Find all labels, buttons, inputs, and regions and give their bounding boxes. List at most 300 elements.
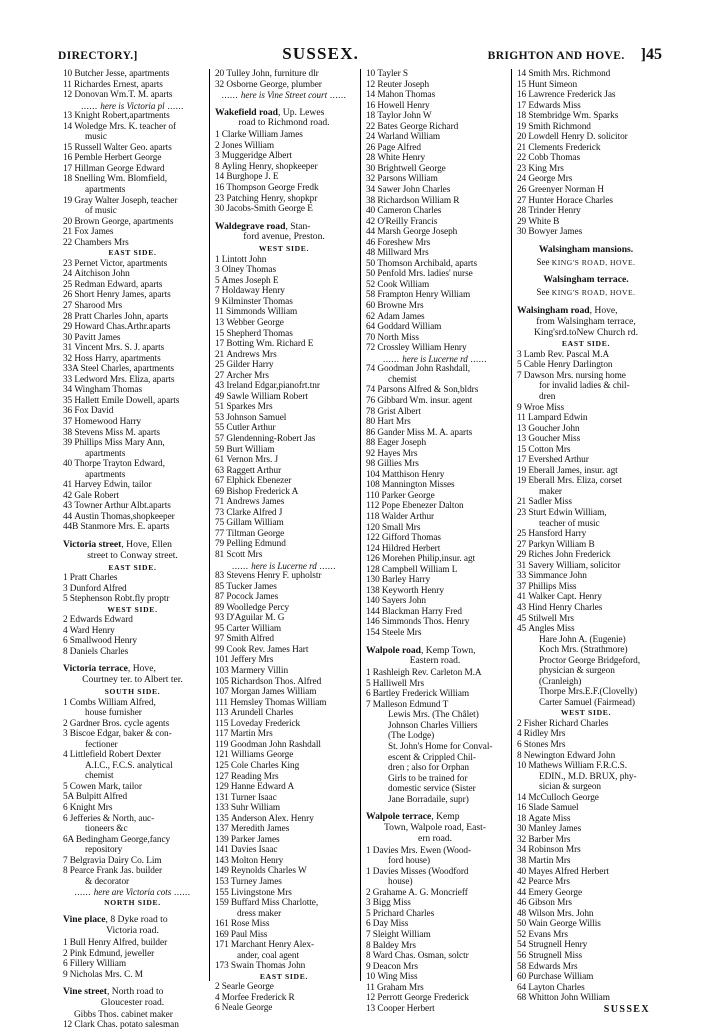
directory-entry[interactable] (215, 360, 353, 371)
directory-entry[interactable] (517, 550, 655, 561)
entry-number: 45 (517, 624, 529, 635)
xref-text: here are Victoria cots (93, 887, 172, 898)
directory-entry[interactable] (366, 575, 504, 586)
directory-entry[interactable] (366, 269, 504, 280)
directory-entry[interactable] (63, 480, 202, 491)
directory-entry[interactable] (63, 217, 202, 228)
directory-entry[interactable] (215, 339, 353, 350)
directory-entry[interactable] (366, 993, 504, 1004)
directory-entry[interactable] (63, 501, 202, 512)
directory-entry[interactable] (63, 949, 202, 960)
directory-entry[interactable] (517, 360, 655, 371)
directory-entry[interactable] (215, 919, 353, 930)
directory-entry[interactable] (215, 677, 353, 688)
directory-entry[interactable] (215, 687, 353, 698)
directory-entry[interactable] (366, 898, 504, 909)
directory-entry[interactable] (517, 614, 655, 625)
directory-entry[interactable] (63, 438, 202, 449)
directory-entry[interactable] (366, 888, 504, 899)
directory-entry[interactable] (517, 845, 655, 856)
directory-entry[interactable] (215, 634, 353, 645)
directory-entry[interactable] (517, 803, 655, 814)
directory-entry[interactable] (366, 227, 504, 238)
directory-entry[interactable] (517, 122, 655, 133)
directory-entry[interactable] (63, 615, 202, 626)
directory-entry[interactable] (517, 508, 655, 519)
directory-entry[interactable] (366, 248, 504, 259)
directory-entry[interactable] (366, 909, 504, 920)
directory-entry[interactable] (215, 183, 353, 194)
directory-entry[interactable] (215, 318, 353, 329)
directory-entry[interactable] (517, 930, 655, 941)
directory-entry[interactable] (63, 636, 202, 647)
directory-entry[interactable] (517, 592, 655, 603)
directory-entry[interactable] (215, 1003, 353, 1014)
directory-entry[interactable] (63, 196, 202, 207)
directory-entry[interactable] (517, 993, 655, 1004)
directory-entry[interactable] (366, 1004, 504, 1015)
directory-entry[interactable] (215, 814, 353, 825)
directory-entry[interactable] (215, 824, 353, 835)
entry-number: 43 (215, 381, 227, 392)
directory-entry[interactable] (366, 544, 504, 555)
directory-entry[interactable] (63, 143, 202, 154)
directory-entry[interactable] (63, 792, 202, 803)
directory-entry[interactable] (215, 172, 353, 183)
directory-entry[interactable] (366, 480, 504, 491)
directory-entry[interactable] (63, 80, 202, 91)
directory-entry[interactable] (366, 523, 504, 534)
directory-entry[interactable] (517, 111, 655, 122)
directory-entry[interactable] (517, 455, 655, 466)
directory-entry[interactable] (215, 329, 353, 340)
directory-entry[interactable] (517, 909, 655, 920)
directory-entry[interactable] (215, 740, 353, 751)
directory-entry[interactable] (63, 122, 202, 133)
directory-entry[interactable] (63, 269, 202, 280)
directory-entry[interactable] (63, 153, 202, 164)
directory-entry[interactable] (517, 582, 655, 593)
directory-entry[interactable] (63, 584, 202, 595)
directory-entry[interactable] (366, 628, 504, 639)
directory-entry[interactable] (63, 803, 202, 814)
directory-entry[interactable] (215, 151, 353, 162)
directory-entry[interactable] (366, 280, 504, 291)
directory-entry[interactable] (366, 972, 504, 983)
directory-entry[interactable] (63, 164, 202, 175)
directory-entry[interactable] (366, 343, 504, 354)
directory-entry[interactable] (366, 259, 504, 270)
directory-entry[interactable] (63, 428, 202, 439)
directory-entry[interactable] (63, 238, 202, 249)
directory-entry[interactable] (63, 174, 202, 185)
directory-entry[interactable] (517, 867, 655, 878)
directory-entry[interactable] (366, 596, 504, 607)
directory-entry[interactable] (366, 333, 504, 344)
see-reference[interactable] (517, 287, 655, 299)
directory-entry[interactable] (366, 69, 504, 80)
directory-entry[interactable] (63, 1020, 202, 1031)
directory-entry[interactable] (215, 455, 353, 466)
directory-entry[interactable] (366, 941, 504, 952)
directory-entry[interactable] (63, 333, 202, 344)
directory-entry[interactable] (63, 90, 202, 101)
directory-entry[interactable] (215, 866, 353, 877)
see-reference[interactable] (517, 257, 655, 269)
street-name: Vine place (63, 914, 106, 926)
directory-entry[interactable] (517, 80, 655, 91)
directory-entry[interactable] (215, 782, 353, 793)
directory-entry[interactable] (215, 350, 353, 361)
directory-entry[interactable] (215, 297, 353, 308)
directory-entry[interactable] (517, 877, 655, 888)
entry-number: 6 (63, 813, 70, 824)
directory-entry[interactable] (366, 407, 504, 418)
directory-entry[interactable] (215, 698, 353, 709)
directory-entry[interactable] (517, 793, 655, 804)
directory-entry[interactable] (63, 111, 202, 122)
directory-entry[interactable] (517, 888, 655, 899)
directory-entry[interactable] (63, 814, 202, 825)
directory-entry[interactable] (215, 592, 353, 603)
directory-entry[interactable] (215, 276, 353, 287)
directory-entry[interactable] (63, 1010, 202, 1021)
directory-entry[interactable] (366, 846, 504, 857)
directory-entry[interactable] (63, 227, 202, 238)
directory-entry[interactable] (215, 571, 353, 582)
directory-entry[interactable] (215, 423, 353, 434)
directory-entry[interactable] (517, 101, 655, 112)
entry-number: 83 (215, 571, 227, 582)
directory-entry[interactable] (517, 603, 655, 614)
directory-entry[interactable] (517, 571, 655, 582)
directory-entry[interactable] (215, 719, 353, 730)
directory-entry[interactable] (63, 719, 202, 730)
directory-entry[interactable] (517, 740, 655, 751)
directory-entry[interactable] (517, 824, 655, 835)
directory-entry[interactable] (63, 938, 202, 949)
directory-entry[interactable] (517, 90, 655, 101)
directory-entry[interactable] (215, 845, 353, 856)
directory-entry[interactable] (63, 375, 202, 386)
directory-entry[interactable] (215, 655, 353, 666)
directory-entry[interactable] (215, 392, 353, 403)
directory-entry[interactable] (366, 238, 504, 249)
directory-entry[interactable] (366, 919, 504, 930)
directory-entry[interactable] (63, 322, 202, 333)
directory-entry[interactable] (517, 350, 655, 361)
directory-entry[interactable] (366, 867, 504, 878)
directory-entry[interactable] (366, 396, 504, 407)
directory-entry[interactable] (63, 594, 202, 605)
entry-number: 111 (215, 697, 231, 708)
directory-entry[interactable] (366, 132, 504, 143)
directory-entry[interactable] (517, 940, 655, 951)
directory-entry[interactable] (366, 586, 504, 597)
directory-entry[interactable] (366, 153, 504, 164)
directory-entry[interactable] (517, 624, 655, 635)
directory-entry[interactable] (215, 666, 353, 677)
directory-entry[interactable] (215, 940, 353, 951)
directory-entry[interactable] (366, 206, 504, 217)
directory-entry[interactable] (366, 80, 504, 91)
directory-entry[interactable] (63, 856, 202, 867)
directory-entry[interactable] (366, 689, 504, 700)
directory-entry[interactable] (63, 343, 202, 354)
directory-entry[interactable] (215, 80, 353, 91)
directory-entry[interactable] (517, 185, 655, 196)
directory-entry[interactable] (215, 69, 353, 80)
directory-entry[interactable] (215, 529, 353, 540)
directory-entry[interactable] (517, 143, 655, 154)
directory-entry[interactable] (63, 354, 202, 365)
directory-entry[interactable] (517, 371, 655, 382)
directory-entry[interactable] (215, 508, 353, 519)
directory-entry-continuation: domestic service (Sister (388, 784, 476, 795)
directory-entry[interactable] (366, 607, 504, 618)
directory-entry[interactable] (215, 961, 353, 972)
directory-entry[interactable] (215, 381, 353, 392)
directory-entry[interactable] (215, 286, 353, 297)
directory-entry[interactable] (366, 930, 504, 941)
directory-entry[interactable] (517, 962, 655, 973)
directory-entry[interactable] (366, 217, 504, 228)
entry-name: Edwards Mrs (528, 961, 578, 972)
directory-entry[interactable] (63, 312, 202, 323)
directory-entry[interactable] (517, 445, 655, 456)
directory-entry[interactable] (517, 729, 655, 740)
directory-entry[interactable] (215, 761, 353, 772)
directory-entry[interactable] (215, 550, 353, 561)
directory-entry[interactable] (63, 259, 202, 270)
directory-entry[interactable] (366, 90, 504, 101)
directory-entry[interactable] (215, 613, 353, 624)
directory-entry[interactable] (517, 413, 655, 424)
directory-entry[interactable] (517, 424, 655, 435)
directory-entry[interactable] (215, 371, 353, 382)
directory-entry[interactable] (517, 174, 655, 185)
directory-entry[interactable] (517, 835, 655, 846)
entry-name: Steel Charles, apartments (80, 364, 174, 375)
directory-entry-continuation: apartments (85, 448, 126, 459)
directory-entry[interactable] (517, 814, 655, 825)
directory-entry[interactable] (63, 69, 202, 80)
directory-entry[interactable] (366, 565, 504, 576)
directory-entry[interactable] (366, 501, 504, 512)
directory-entry[interactable] (517, 529, 655, 540)
directory-entry[interactable] (215, 204, 353, 215)
entry-name: Jones William (221, 140, 275, 151)
directory-entry[interactable] (215, 413, 353, 424)
entry-number: 128 (366, 564, 382, 575)
directory-entry[interactable] (366, 174, 504, 185)
directory-entry[interactable] (517, 466, 655, 477)
entry-name: Hillman George Edward (74, 163, 165, 174)
directory-entry[interactable] (215, 434, 353, 445)
directory-entry[interactable] (517, 561, 655, 572)
entry-name: Grist Albert (377, 406, 421, 417)
directory-entry[interactable] (215, 993, 353, 1004)
directory-entry[interactable] (366, 364, 504, 375)
directory-entry[interactable] (366, 449, 504, 460)
directory-entry[interactable] (215, 729, 353, 740)
directory-entry[interactable] (63, 491, 202, 502)
directory-entry[interactable] (366, 185, 504, 196)
directory-entry[interactable] (215, 141, 353, 152)
directory-entry[interactable] (215, 497, 353, 508)
entry-name: Anderson Alex. Henry (230, 813, 314, 824)
directory-entry[interactable] (366, 428, 504, 439)
entry-number: 78 (366, 406, 378, 417)
directory-entry[interactable] (63, 698, 202, 709)
directory-entry[interactable] (215, 518, 353, 529)
directory-entry[interactable] (517, 951, 655, 962)
directory-entry[interactable] (517, 919, 655, 930)
directory-entry[interactable] (63, 750, 202, 761)
directory-entry[interactable] (63, 866, 202, 877)
directory-entry[interactable] (517, 761, 655, 772)
street-name: Vine street (63, 986, 107, 998)
directory-entry[interactable] (215, 539, 353, 550)
directory-entry[interactable] (517, 898, 655, 909)
directory-entry[interactable] (366, 322, 504, 333)
directory-entry[interactable] (215, 877, 353, 888)
directory-entry[interactable] (366, 290, 504, 301)
directory-entry[interactable] (63, 385, 202, 396)
directory-entry[interactable] (517, 206, 655, 217)
directory-entry[interactable] (215, 750, 353, 761)
directory-entry[interactable] (517, 972, 655, 983)
directory-entry[interactable] (63, 835, 202, 846)
directory-entry[interactable] (215, 888, 353, 899)
directory-entry[interactable] (517, 217, 655, 228)
directory-entry[interactable] (517, 153, 655, 164)
directory-entry[interactable] (63, 522, 202, 533)
directory-entry[interactable] (63, 406, 202, 417)
directory-entry[interactable] (215, 466, 353, 477)
directory-entry[interactable] (63, 396, 202, 407)
directory-entry[interactable] (517, 434, 655, 445)
directory-entry[interactable] (517, 196, 655, 207)
directory-entry[interactable] (517, 719, 655, 730)
directory-entry[interactable] (63, 512, 202, 523)
directory-entry[interactable] (517, 476, 655, 487)
directory-entry[interactable] (215, 835, 353, 846)
directory-entry[interactable] (215, 194, 353, 205)
entry-name: Botting Wm. Richard E (226, 339, 314, 350)
directory-entry[interactable] (517, 227, 655, 238)
directory-entry[interactable] (63, 417, 202, 428)
directory-entry[interactable] (517, 856, 655, 867)
directory-entry[interactable] (215, 930, 353, 941)
directory-entry[interactable] (215, 624, 353, 635)
directory-entry[interactable] (366, 983, 504, 994)
directory-entry[interactable] (517, 403, 655, 414)
directory-entry[interactable] (517, 540, 655, 551)
directory-entry[interactable] (517, 497, 655, 508)
directory-entry[interactable] (63, 280, 202, 291)
directory-entry[interactable] (63, 626, 202, 637)
directory-entry[interactable] (366, 385, 504, 396)
directory-entry[interactable] (366, 301, 504, 312)
entry-number: 7 (366, 699, 373, 710)
directory-entry[interactable] (366, 459, 504, 470)
directory-entry[interactable] (215, 603, 353, 614)
directory-entry[interactable] (215, 582, 353, 593)
directory-entry[interactable] (366, 951, 504, 962)
directory-entry[interactable] (215, 793, 353, 804)
directory-entry[interactable] (215, 487, 353, 498)
directory-entry[interactable] (517, 164, 655, 175)
directory-entry[interactable] (366, 679, 504, 690)
directory-entry[interactable] (215, 476, 353, 487)
directory-entry[interactable] (366, 617, 504, 628)
entry-name: Campbell William L (381, 564, 458, 575)
directory-entry[interactable] (366, 512, 504, 523)
directory-entry[interactable] (215, 445, 353, 456)
directory-entry[interactable] (215, 255, 353, 266)
directory-entry[interactable] (366, 111, 504, 122)
directory-entry[interactable] (366, 742, 504, 753)
directory-entry[interactable] (366, 312, 504, 323)
directory-entry[interactable] (517, 132, 655, 143)
directory-entry[interactable] (366, 554, 504, 565)
directory-entry[interactable] (366, 143, 504, 154)
directory-entry[interactable] (366, 700, 504, 711)
directory-entry[interactable] (63, 459, 202, 470)
directory-entry[interactable] (63, 782, 202, 793)
directory-entry[interactable] (366, 491, 504, 502)
directory-entry[interactable] (517, 69, 655, 80)
directory-entry[interactable] (215, 307, 353, 318)
directory-entry[interactable] (215, 130, 353, 141)
directory-entry[interactable] (366, 417, 504, 428)
directory-entry[interactable] (63, 959, 202, 970)
directory-entry[interactable] (215, 708, 353, 719)
directory-entry[interactable] (366, 196, 504, 207)
directory-entry[interactable] (215, 803, 353, 814)
directory-entry[interactable] (215, 162, 353, 173)
entry-number: 50 (366, 269, 378, 280)
directory-entry[interactable] (366, 962, 504, 973)
directory-entry[interactable] (366, 668, 504, 679)
entry-name: Goucher Miss (528, 434, 581, 445)
directory-entry[interactable] (63, 647, 202, 658)
directory-entry[interactable] (215, 856, 353, 867)
directory-entry[interactable] (215, 645, 353, 656)
directory-entry[interactable] (366, 122, 504, 133)
directory-entry[interactable] (366, 438, 504, 449)
entry-number: 173 (215, 961, 231, 972)
directory-entry[interactable] (215, 265, 353, 276)
directory-entry[interactable] (215, 772, 353, 783)
directory-entry[interactable] (63, 301, 202, 312)
directory-entry[interactable] (366, 101, 504, 112)
directory-entry[interactable] (63, 290, 202, 301)
directory-entry[interactable] (63, 729, 202, 740)
directory-entry[interactable] (63, 970, 202, 981)
directory-entry[interactable] (215, 982, 353, 993)
directory-entry[interactable] (366, 533, 504, 544)
directory-entry[interactable] (215, 402, 353, 413)
directory-entry[interactable] (517, 983, 655, 994)
directory-entry[interactable] (366, 470, 504, 481)
directory-entry[interactable] (63, 573, 202, 584)
directory-entry[interactable] (517, 751, 655, 762)
directory-entry[interactable] (366, 164, 504, 175)
directory-entry[interactable] (63, 364, 202, 375)
directory-entry[interactable] (215, 898, 353, 909)
